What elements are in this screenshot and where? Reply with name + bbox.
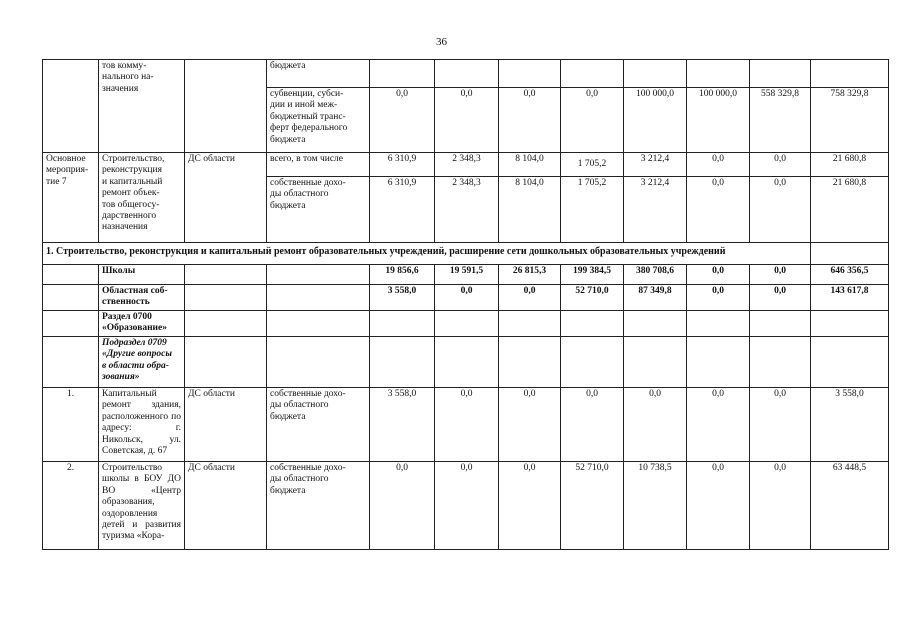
value-cell: 0,0 bbox=[435, 388, 499, 462]
funding-source: бюджета bbox=[267, 60, 370, 88]
cell-empty bbox=[267, 285, 370, 311]
funding-source: субвенции, субси- дии и иной меж- бюджетный транс- ферт федерального бюджета bbox=[267, 88, 370, 153]
value-cell: 1 705,2 bbox=[561, 177, 624, 243]
value-cell: 6 310,9 bbox=[370, 153, 435, 177]
value-cell: 0,0 bbox=[750, 462, 811, 550]
section-row bbox=[43, 243, 889, 265]
value-cell: 21 680,8 bbox=[811, 177, 889, 243]
value-cell: 0,0 bbox=[370, 462, 435, 550]
group-name: Областная соб- ственность bbox=[99, 285, 185, 311]
value-cell: 0,0 bbox=[687, 285, 750, 311]
value-cell: 6 310,9 bbox=[370, 177, 435, 243]
value-cell: 558 329,8 bbox=[750, 88, 811, 153]
cell-empty bbox=[687, 311, 750, 337]
budget-table bbox=[42, 59, 889, 550]
item-number: 2. bbox=[43, 462, 99, 550]
group-name: Школы bbox=[99, 265, 185, 285]
value-cell: 21 680,8 bbox=[811, 153, 889, 177]
value-cell: 3 212,4 bbox=[624, 177, 687, 243]
table-row bbox=[43, 388, 889, 462]
cell-empty bbox=[43, 337, 99, 388]
value-cell bbox=[687, 60, 750, 88]
page-number: 36 bbox=[436, 36, 447, 48]
value-cell: 0,0 bbox=[687, 462, 750, 550]
cell-empty bbox=[370, 337, 435, 388]
cell-empty bbox=[624, 337, 687, 388]
executor-cell: ДС области bbox=[185, 462, 267, 550]
table-row bbox=[43, 285, 889, 311]
funding-source: всего, в том числе bbox=[267, 153, 370, 177]
value-cell: 0,0 bbox=[687, 388, 750, 462]
value-cell: 100 000,0 bbox=[687, 88, 750, 153]
table-row bbox=[43, 153, 889, 177]
value-cell: 2 348,3 bbox=[435, 177, 499, 243]
value-cell: 0,0 bbox=[750, 285, 811, 311]
cell-empty bbox=[185, 337, 267, 388]
value-cell: 3 212,4 bbox=[624, 153, 687, 177]
value-cell: 0,0 bbox=[499, 462, 561, 550]
executor-cell: ДС области bbox=[185, 153, 267, 243]
cell-empty bbox=[435, 337, 499, 388]
value-cell: 758 329,8 bbox=[811, 88, 889, 153]
cell-empty bbox=[499, 311, 561, 337]
cell-empty bbox=[811, 337, 889, 388]
value-cell: 0,0 bbox=[499, 388, 561, 462]
value-cell: 0,0 bbox=[687, 265, 750, 285]
section-title: 1. Строительство, реконструкция и капитальный ремонт образовательных учреждений, расширение сети дошкольных образовательных учреждений bbox=[43, 243, 811, 265]
cell-empty bbox=[811, 243, 889, 265]
value-cell bbox=[370, 60, 435, 88]
value-cell: 63 448,5 bbox=[811, 462, 889, 550]
value-cell: 380 708,6 bbox=[624, 265, 687, 285]
value-cell: 0,0 bbox=[435, 462, 499, 550]
value-cell: 0,0 bbox=[750, 388, 811, 462]
value-cell: 52 710,0 bbox=[561, 462, 624, 550]
value-cell: 646 356,5 bbox=[811, 265, 889, 285]
value-cell: 0,0 bbox=[624, 388, 687, 462]
measure-name: Строительство, реконструкция и капитальный ремонт объек- тов общегосу- дарственного назначения bbox=[99, 153, 185, 243]
value-cell: 19 856,6 bbox=[370, 265, 435, 285]
value-cell bbox=[435, 60, 499, 88]
cell-empty bbox=[185, 285, 267, 311]
table-row bbox=[43, 462, 889, 550]
cell-empty bbox=[43, 311, 99, 337]
value-cell: 0,0 bbox=[750, 177, 811, 243]
value-cell: 10 738,5 bbox=[624, 462, 687, 550]
cell-empty bbox=[185, 311, 267, 337]
value-cell: 0,0 bbox=[750, 265, 811, 285]
cell-empty bbox=[267, 311, 370, 337]
value-cell bbox=[561, 60, 624, 88]
cell-empty bbox=[43, 60, 99, 153]
funding-source: собственные дохо- ды областного бюджета bbox=[267, 177, 370, 243]
value-cell: 3 558,0 bbox=[370, 388, 435, 462]
value-cell: 3 558,0 bbox=[811, 388, 889, 462]
table-row bbox=[43, 311, 889, 337]
cell-empty bbox=[43, 285, 99, 311]
value-cell: 19 591,5 bbox=[435, 265, 499, 285]
value-cell: 0,0 bbox=[687, 153, 750, 177]
executor-cell: ДС области bbox=[185, 388, 267, 462]
value-cell: 0,0 bbox=[687, 177, 750, 243]
cell-empty bbox=[750, 311, 811, 337]
cell-empty bbox=[811, 311, 889, 337]
value-cell: 143 617,8 bbox=[811, 285, 889, 311]
value-cell: 0,0 bbox=[435, 88, 499, 153]
cell-empty bbox=[370, 311, 435, 337]
value-cell: 26 815,3 bbox=[499, 265, 561, 285]
value-cell: 0,0 bbox=[561, 88, 624, 153]
subsection-name: Подраздел 0709 «Другие вопросы в области обра- зования» bbox=[99, 337, 185, 388]
section-name: Раздел 0700 «Образование» bbox=[99, 311, 185, 337]
measure-label: Основное мероприя- тие 7 bbox=[43, 153, 99, 243]
cell-empty bbox=[435, 311, 499, 337]
cell-empty bbox=[499, 337, 561, 388]
cell-empty bbox=[267, 265, 370, 285]
value-cell: 0,0 bbox=[499, 285, 561, 311]
cell-empty bbox=[624, 311, 687, 337]
cell-empty bbox=[687, 337, 750, 388]
cell-empty bbox=[750, 337, 811, 388]
value-cell: 0,0 bbox=[435, 285, 499, 311]
value-cell bbox=[811, 60, 889, 88]
value-cell bbox=[750, 60, 811, 88]
value-cell: 0,0 bbox=[750, 153, 811, 177]
value-cell: 0,0 bbox=[561, 388, 624, 462]
value-cell: 2 348,3 bbox=[435, 153, 499, 177]
item-name: Строительство школы в БОУ ДО ВО «Центр образования, оздоровления детей и развития туризма «Кора- bbox=[99, 462, 185, 550]
table-row bbox=[43, 265, 889, 285]
value-cell bbox=[624, 60, 687, 88]
cell-empty bbox=[561, 311, 624, 337]
table-row bbox=[43, 337, 889, 388]
value-cell: 199 384,5 bbox=[561, 265, 624, 285]
value-cell: 1 705,2 bbox=[561, 153, 624, 177]
value-cell: 0,0 bbox=[499, 88, 561, 153]
cell-empty bbox=[267, 337, 370, 388]
executor-cell bbox=[185, 60, 267, 153]
cell-empty bbox=[43, 265, 99, 285]
value-cell: 8 104,0 bbox=[499, 177, 561, 243]
measure-name: тов комму- нального на- значения bbox=[99, 60, 185, 153]
item-name: Капитальный ремонт здания, расположенного по адресу: г. Никольск, ул. Советская, д. 67 bbox=[99, 388, 185, 462]
value-cell: 52 710,0 bbox=[561, 285, 624, 311]
table-row bbox=[43, 60, 889, 88]
funding-source: собственные дохо- ды областного бюджета bbox=[267, 388, 370, 462]
value-cell: 8 104,0 bbox=[499, 153, 561, 177]
value-cell: 0,0 bbox=[370, 88, 435, 153]
value-cell: 3 558,0 bbox=[370, 285, 435, 311]
item-number: 1. bbox=[43, 388, 99, 462]
cell-empty bbox=[561, 337, 624, 388]
value-cell: 87 349,8 bbox=[624, 285, 687, 311]
value-cell bbox=[499, 60, 561, 88]
funding-source: собственные дохо- ды областного бюджета bbox=[267, 462, 370, 550]
cell-empty bbox=[185, 265, 267, 285]
value-cell: 100 000,0 bbox=[624, 88, 687, 153]
